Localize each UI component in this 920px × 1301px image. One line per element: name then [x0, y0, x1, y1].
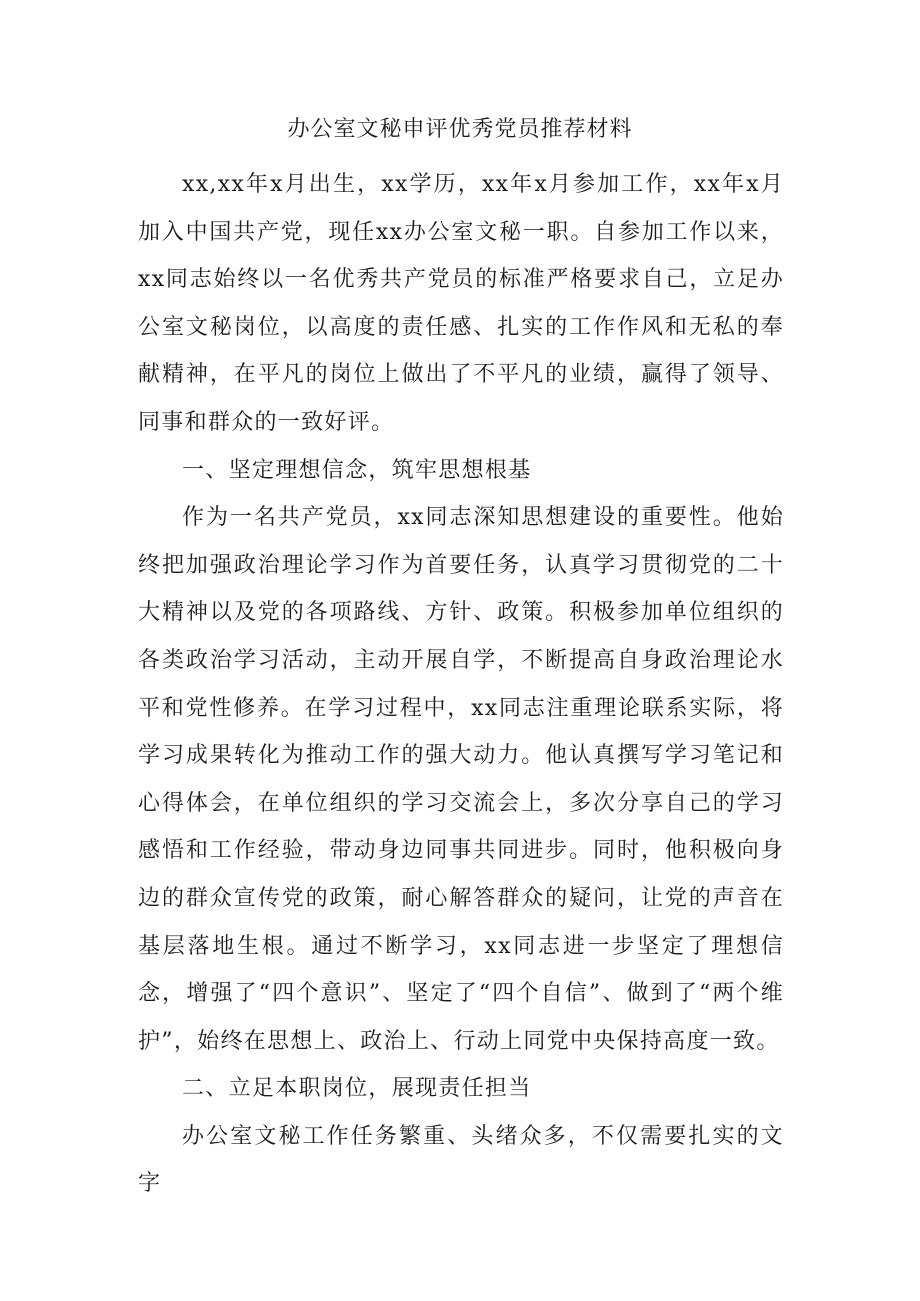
section-1-paragraph: 作为一名共产党员，xx同志深知思想建设的重要性。他始终把加强政治理论学习作为首要任务，认真学习贯彻党的二十大精神以及党的各项路线、方针、政策。积极参加单位组织的各类政治学习活动，主动开展自学，不断提高自身政治理论水平和党性修养。在学习过程中，xx同志注重理论联系实际，将学习成果转化为推动工作的强大动力。他认真撰写学习笔记和心得体会，在单位组织的学习交流会上，多次分享自己的学习感悟和工作经验，带动身边同事共同进步。同时，他积极向身边的群众宣传党的政策，耐心解答群众的疑问，让党的声音在基层落地生根。通过不断学习，xx同志进一步坚定了理想信念，增强了“四个意识”、坚定了“四个自信”、做到了“两个维护”，始终在思想上、政治上、行动上同党中央保持高度一致。: [138, 505, 784, 1054]
section-heading-1: 一、坚定理想信念，筑牢思想根基: [182, 457, 532, 483]
document-body: [138, 161, 784, 1208]
section-heading-2: 二、立足本职岗位，展现责任担当: [182, 1076, 532, 1102]
intro-paragraph: xx,xx年x月出生，xx学历，xx年x月参加工作，xx年x月加入中国共产党，现任xx办公室文秘一职。自参加工作以来，xx同志始终以一名优秀共产党员的标准严格要求自己，立足办公室文秘岗位，以高度的责任感、扎实的工作作风和无私的奉献精神，在平凡的岗位上做出了不平凡的业绩，赢得了领导、同事和群众的一致好评。: [138, 172, 784, 435]
document-title: 办公室文秘申评优秀党员推荐材料: [287, 117, 633, 142]
section-2-paragraph: 办公室文秘工作任务繁重、头绪众多，不仅需要扎实的文字: [138, 1123, 784, 1197]
